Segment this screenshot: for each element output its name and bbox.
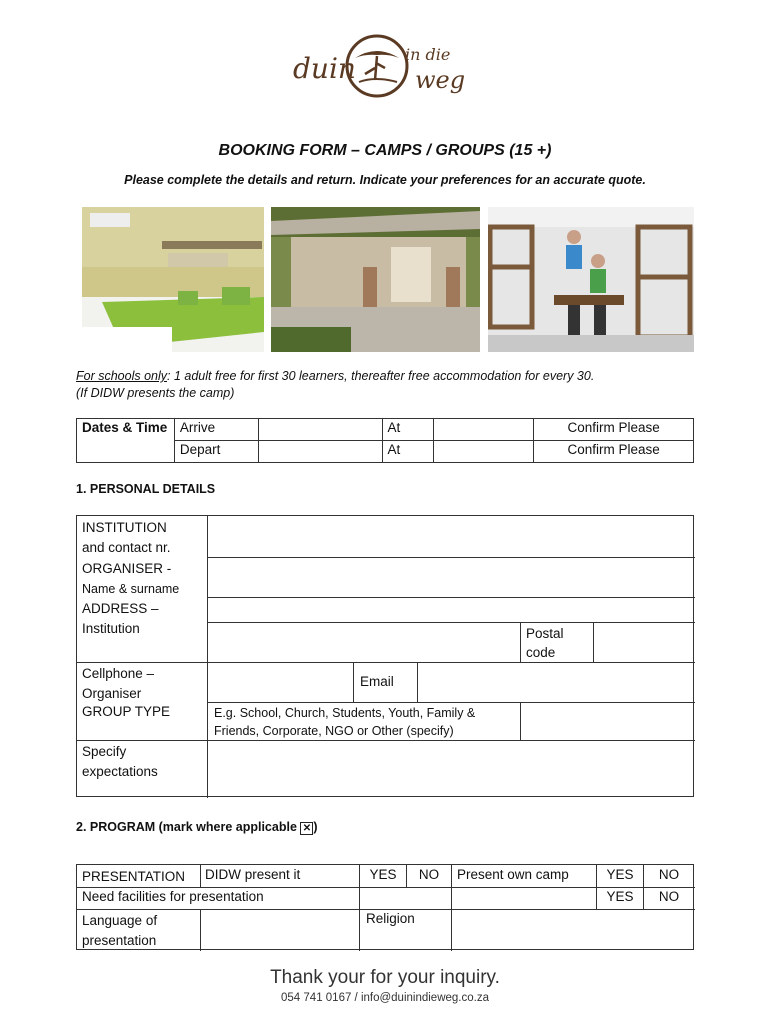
program-form: [76, 864, 694, 950]
depart-label: Depart: [174, 441, 258, 463]
schools-note-text: : 1 adult free for first 30 learners, thereafter free accommodation for every 30.: [167, 369, 595, 383]
language-label: Language of presentation: [82, 913, 158, 948]
dates-time-label: Dates & Time: [77, 419, 175, 463]
camp-building-photo: [271, 207, 480, 352]
duin-in-die-weg-logo: [285, 30, 485, 110]
depart-date-field[interactable]: [258, 441, 382, 463]
logo-text-duin: duin: [293, 52, 356, 85]
expectations-field[interactable]: [208, 741, 694, 797]
religion-field[interactable]: [452, 910, 694, 949]
logo-text-weg: weg: [415, 66, 466, 94]
checkbox-marked-icon: ✕: [300, 822, 313, 835]
religion-label: Religion: [366, 911, 415, 926]
facilities-yes-option[interactable]: YES: [606, 889, 634, 904]
address-field-line1[interactable]: [208, 598, 694, 622]
page-title: BOOKING FORM – CAMPS / GROUPS (15 +): [218, 142, 552, 159]
didw-no-option[interactable]: NO: [418, 867, 440, 882]
postal-code-field[interactable]: [594, 623, 694, 661]
arrive-time-field[interactable]: [434, 419, 534, 441]
expectations-label: Specify expectations: [82, 744, 158, 779]
language-field[interactable]: [201, 910, 358, 949]
group-type-field[interactable]: [521, 703, 694, 739]
logo-text-indie: in die: [405, 45, 451, 64]
arrive-confirm-label: Confirm Please: [534, 419, 694, 441]
own-camp-yes-option[interactable]: YES: [606, 867, 634, 882]
email-label: Email: [360, 674, 394, 689]
bedroom-photo: [82, 207, 264, 352]
facilities-no-option[interactable]: NO: [658, 889, 680, 904]
thank-you-text: Thank your for your inquiry.: [270, 967, 500, 988]
didw-yes-option[interactable]: YES: [369, 867, 397, 882]
own-camp-no-option[interactable]: NO: [658, 867, 680, 882]
institution-label: INSTITUTION and contact nr.: [82, 520, 171, 555]
email-field[interactable]: [418, 663, 694, 701]
schools-note-label: For schools only: [76, 369, 168, 383]
facilities-label: Need facilities for presentation: [82, 889, 264, 904]
contact-info: 054 741 0167 / info@duinindieweg.co.za: [281, 992, 489, 1004]
schools-note-line2: (If DIDW presents the camp): [76, 386, 235, 400]
own-camp-label: Present own camp: [457, 867, 569, 882]
cellphone-field[interactable]: [208, 663, 353, 701]
depart-at-label: At: [382, 441, 434, 463]
dates-table: [76, 418, 694, 463]
personal-details-form: [76, 515, 694, 797]
presentation-label: PRESENTATION: [82, 869, 186, 884]
postal-code-label: Postal code: [526, 626, 564, 660]
organiser-field[interactable]: [208, 558, 694, 597]
group-type-label: GROUP TYPE: [82, 704, 171, 719]
schools-note: [76, 368, 594, 402]
organiser-label: ORGANISER - Name & surname: [82, 561, 180, 596]
bunk-room-photo: [488, 207, 694, 352]
address-field-line2[interactable]: [208, 623, 520, 661]
depart-confirm-label: Confirm Please: [534, 441, 694, 463]
didw-present-label: DIDW present it: [205, 867, 301, 882]
program-heading: 2. PROGRAM (mark where applicable ✕ ): [76, 820, 318, 834]
cellphone-label: Cellphone – Organiser: [82, 666, 155, 701]
arrive-at-label: At: [382, 419, 434, 441]
address-label: ADDRESS – Institution: [82, 601, 159, 636]
depart-time-field[interactable]: [434, 441, 534, 463]
arrive-label: Arrive: [174, 419, 258, 441]
institution-field[interactable]: [208, 516, 694, 557]
group-type-hint: E.g. School, Church, Students, Youth, Family & Friends, Corporate, NGO or Other (specify): [214, 706, 476, 738]
personal-details-heading: 1. PERSONAL DETAILS: [76, 482, 216, 496]
page-subtitle: Please complete the details and return. Indicate your preferences for an accurate quote.: [124, 173, 646, 187]
arrive-date-field[interactable]: [258, 419, 382, 441]
